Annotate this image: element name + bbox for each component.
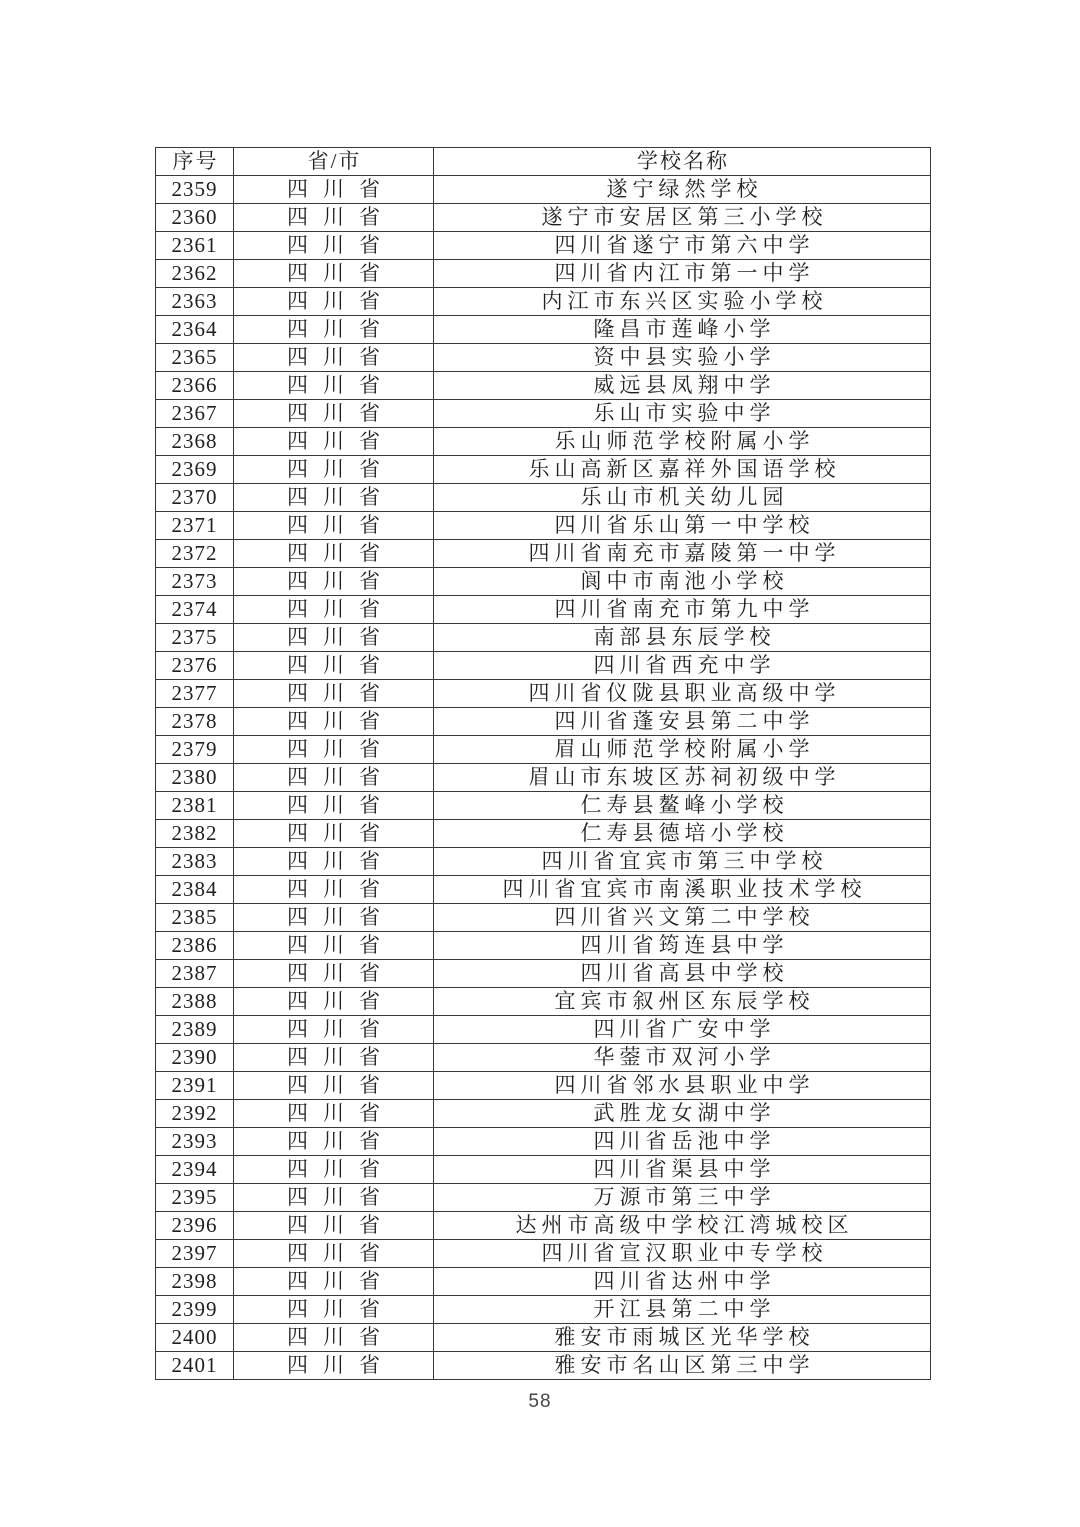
cell-serial: 2370 [156, 484, 234, 512]
cell-serial: 2398 [156, 1268, 234, 1296]
table-row [156, 960, 931, 988]
cell-serial: 2372 [156, 540, 234, 568]
cell-school: 四川省西充中学 [434, 652, 931, 680]
cell-serial: 2362 [156, 260, 234, 288]
cell-serial: 2360 [156, 204, 234, 232]
cell-school: 南部县东辰学校 [434, 624, 931, 652]
table-row [156, 736, 931, 764]
cell-province: 四川省 [234, 876, 434, 904]
cell-province: 四川省 [234, 1072, 434, 1100]
table-row [156, 1100, 931, 1128]
cell-serial: 2359 [156, 176, 234, 204]
cell-province: 四川省 [234, 400, 434, 428]
cell-province: 四川省 [234, 428, 434, 456]
cell-province: 四川省 [234, 1100, 434, 1128]
cell-school: 四川省筠连县中学 [434, 932, 931, 960]
table-row [156, 652, 931, 680]
cell-school: 雅安市名山区第三中学 [434, 1352, 931, 1380]
cell-serial: 2393 [156, 1128, 234, 1156]
cell-school: 仁寿县德培小学校 [434, 820, 931, 848]
table-row [156, 260, 931, 288]
table-row [156, 288, 931, 316]
cell-school: 乐山市机关幼儿园 [434, 484, 931, 512]
cell-province: 四川省 [234, 1212, 434, 1240]
cell-serial: 2380 [156, 764, 234, 792]
cell-school: 眉山师范学校附属小学 [434, 736, 931, 764]
cell-province: 四川省 [234, 820, 434, 848]
cell-serial: 2388 [156, 988, 234, 1016]
table-row [156, 680, 931, 708]
cell-school: 仁寿县鳌峰小学校 [434, 792, 931, 820]
table-row [156, 1296, 931, 1324]
table-row [156, 1212, 931, 1240]
cell-serial: 2401 [156, 1352, 234, 1380]
table-row [156, 624, 931, 652]
cell-serial: 2367 [156, 400, 234, 428]
table-row [156, 1128, 931, 1156]
cell-school: 乐山市实验中学 [434, 400, 931, 428]
cell-school: 四川省宣汉职业中专学校 [434, 1240, 931, 1268]
table-body [156, 176, 931, 1380]
cell-serial: 2389 [156, 1016, 234, 1044]
table-row [156, 400, 931, 428]
table-row [156, 764, 931, 792]
table-row [156, 428, 931, 456]
cell-school: 武胜龙女湖中学 [434, 1100, 931, 1128]
table-row [156, 540, 931, 568]
table-row [156, 512, 931, 540]
cell-serial: 2396 [156, 1212, 234, 1240]
table-row [156, 232, 931, 260]
cell-school: 威远县凤翔中学 [434, 372, 931, 400]
cell-serial: 2386 [156, 932, 234, 960]
table-row [156, 596, 931, 624]
cell-serial: 2400 [156, 1324, 234, 1352]
cell-school: 四川省南充市嘉陵第一中学 [434, 540, 931, 568]
table-row [156, 792, 931, 820]
cell-school: 乐山高新区嘉祥外国语学校 [434, 456, 931, 484]
table-row [156, 372, 931, 400]
table-row [156, 876, 931, 904]
column-header-school-name: 学校名称 [434, 148, 931, 176]
cell-province: 四川省 [234, 596, 434, 624]
cell-serial: 2371 [156, 512, 234, 540]
cell-school: 四川省遂宁市第六中学 [434, 232, 931, 260]
cell-serial: 2374 [156, 596, 234, 624]
table-row [156, 1352, 931, 1380]
cell-province: 四川省 [234, 708, 434, 736]
cell-serial: 2363 [156, 288, 234, 316]
cell-province: 四川省 [234, 372, 434, 400]
cell-serial: 2382 [156, 820, 234, 848]
cell-school: 内江市东兴区实验小学校 [434, 288, 931, 316]
cell-school: 四川省内江市第一中学 [434, 260, 931, 288]
cell-serial: 2378 [156, 708, 234, 736]
cell-serial: 2390 [156, 1044, 234, 1072]
cell-school: 开江县第二中学 [434, 1296, 931, 1324]
cell-school: 万源市第三中学 [434, 1184, 931, 1212]
cell-serial: 2394 [156, 1156, 234, 1184]
cell-serial: 2391 [156, 1072, 234, 1100]
cell-province: 四川省 [234, 1044, 434, 1072]
cell-serial: 2399 [156, 1296, 234, 1324]
cell-school: 四川省高县中学校 [434, 960, 931, 988]
cell-province: 四川省 [234, 1268, 434, 1296]
cell-school: 四川省岳池中学 [434, 1128, 931, 1156]
cell-school: 四川省南充市第九中学 [434, 596, 931, 624]
cell-school: 四川省蓬安县第二中学 [434, 708, 931, 736]
table-row [156, 988, 931, 1016]
cell-province: 四川省 [234, 988, 434, 1016]
cell-province: 四川省 [234, 456, 434, 484]
cell-serial: 2364 [156, 316, 234, 344]
column-header-serial: 序号 [156, 148, 234, 176]
cell-school: 四川省达州中学 [434, 1268, 931, 1296]
cell-serial: 2377 [156, 680, 234, 708]
cell-province: 四川省 [234, 1156, 434, 1184]
table-row [156, 1184, 931, 1212]
cell-province: 四川省 [234, 624, 434, 652]
cell-school: 四川省仪陇县职业高级中学 [434, 680, 931, 708]
cell-serial: 2366 [156, 372, 234, 400]
cell-province: 四川省 [234, 288, 434, 316]
cell-serial: 2379 [156, 736, 234, 764]
cell-school: 四川省广安中学 [434, 1016, 931, 1044]
cell-serial: 2375 [156, 624, 234, 652]
cell-serial: 2368 [156, 428, 234, 456]
cell-province: 四川省 [234, 652, 434, 680]
cell-province: 四川省 [234, 176, 434, 204]
cell-province: 四川省 [234, 316, 434, 344]
cell-serial: 2373 [156, 568, 234, 596]
table-row [156, 316, 931, 344]
cell-serial: 2385 [156, 904, 234, 932]
cell-serial: 2376 [156, 652, 234, 680]
cell-province: 四川省 [234, 1184, 434, 1212]
cell-province: 四川省 [234, 344, 434, 372]
table-row [156, 1156, 931, 1184]
table-row [156, 904, 931, 932]
cell-serial: 2397 [156, 1240, 234, 1268]
table-row [156, 568, 931, 596]
cell-serial: 2384 [156, 876, 234, 904]
page-number: 58 [528, 1391, 552, 1412]
table-row [156, 484, 931, 512]
cell-province: 四川省 [234, 232, 434, 260]
cell-school: 遂宁绿然学校 [434, 176, 931, 204]
cell-province: 四川省 [234, 736, 434, 764]
cell-province: 四川省 [234, 1352, 434, 1380]
table-row [156, 1044, 931, 1072]
cell-province: 四川省 [234, 568, 434, 596]
cell-school: 四川省邻水县职业中学 [434, 1072, 931, 1100]
cell-school: 眉山市东坡区苏祠初级中学 [434, 764, 931, 792]
cell-school: 乐山师范学校附属小学 [434, 428, 931, 456]
cell-province: 四川省 [234, 960, 434, 988]
cell-province: 四川省 [234, 204, 434, 232]
cell-province: 四川省 [234, 792, 434, 820]
table-row [156, 204, 931, 232]
cell-province: 四川省 [234, 1016, 434, 1044]
cell-serial: 2365 [156, 344, 234, 372]
cell-province: 四川省 [234, 260, 434, 288]
cell-serial: 2381 [156, 792, 234, 820]
table-row [156, 848, 931, 876]
cell-province: 四川省 [234, 1240, 434, 1268]
table-row [156, 1324, 931, 1352]
cell-serial: 2369 [156, 456, 234, 484]
cell-province: 四川省 [234, 512, 434, 540]
cell-school: 达州市高级中学校江湾城校区 [434, 1212, 931, 1240]
cell-school: 阆中市南池小学校 [434, 568, 931, 596]
table-row [156, 1268, 931, 1296]
table-row [156, 708, 931, 736]
cell-school: 遂宁市安居区第三小学校 [434, 204, 931, 232]
cell-school: 资中县实验小学 [434, 344, 931, 372]
cell-school: 四川省渠县中学 [434, 1156, 931, 1184]
table-row [156, 176, 931, 204]
cell-serial: 2361 [156, 232, 234, 260]
cell-serial: 2392 [156, 1100, 234, 1128]
cell-serial: 2387 [156, 960, 234, 988]
table-row [156, 1072, 931, 1100]
cell-province: 四川省 [234, 904, 434, 932]
cell-school: 四川省宜宾市第三中学校 [434, 848, 931, 876]
cell-province: 四川省 [234, 848, 434, 876]
cell-serial: 2383 [156, 848, 234, 876]
cell-school: 雅安市雨城区光华学校 [434, 1324, 931, 1352]
table-row [156, 456, 931, 484]
cell-province: 四川省 [234, 484, 434, 512]
cell-province: 四川省 [234, 764, 434, 792]
cell-school: 华蓥市双河小学 [434, 1044, 931, 1072]
cell-school: 宜宾市叙州区东辰学校 [434, 988, 931, 1016]
table-row [156, 932, 931, 960]
cell-serial: 2395 [156, 1184, 234, 1212]
cell-school: 四川省兴文第二中学校 [434, 904, 931, 932]
cell-school: 四川省乐山第一中学校 [434, 512, 931, 540]
cell-province: 四川省 [234, 932, 434, 960]
school-list-table [155, 147, 931, 1380]
cell-school: 隆昌市莲峰小学 [434, 316, 931, 344]
cell-province: 四川省 [234, 1324, 434, 1352]
column-header-province: 省/市 [234, 148, 434, 176]
table-row [156, 820, 931, 848]
table-row [156, 1240, 931, 1268]
cell-province: 四川省 [234, 680, 434, 708]
cell-province: 四川省 [234, 1296, 434, 1324]
table-row [156, 344, 931, 372]
cell-province: 四川省 [234, 540, 434, 568]
table-header-row [156, 148, 931, 176]
cell-school: 四川省宜宾市南溪职业技术学校 [434, 876, 931, 904]
cell-province: 四川省 [234, 1128, 434, 1156]
table-row [156, 1016, 931, 1044]
